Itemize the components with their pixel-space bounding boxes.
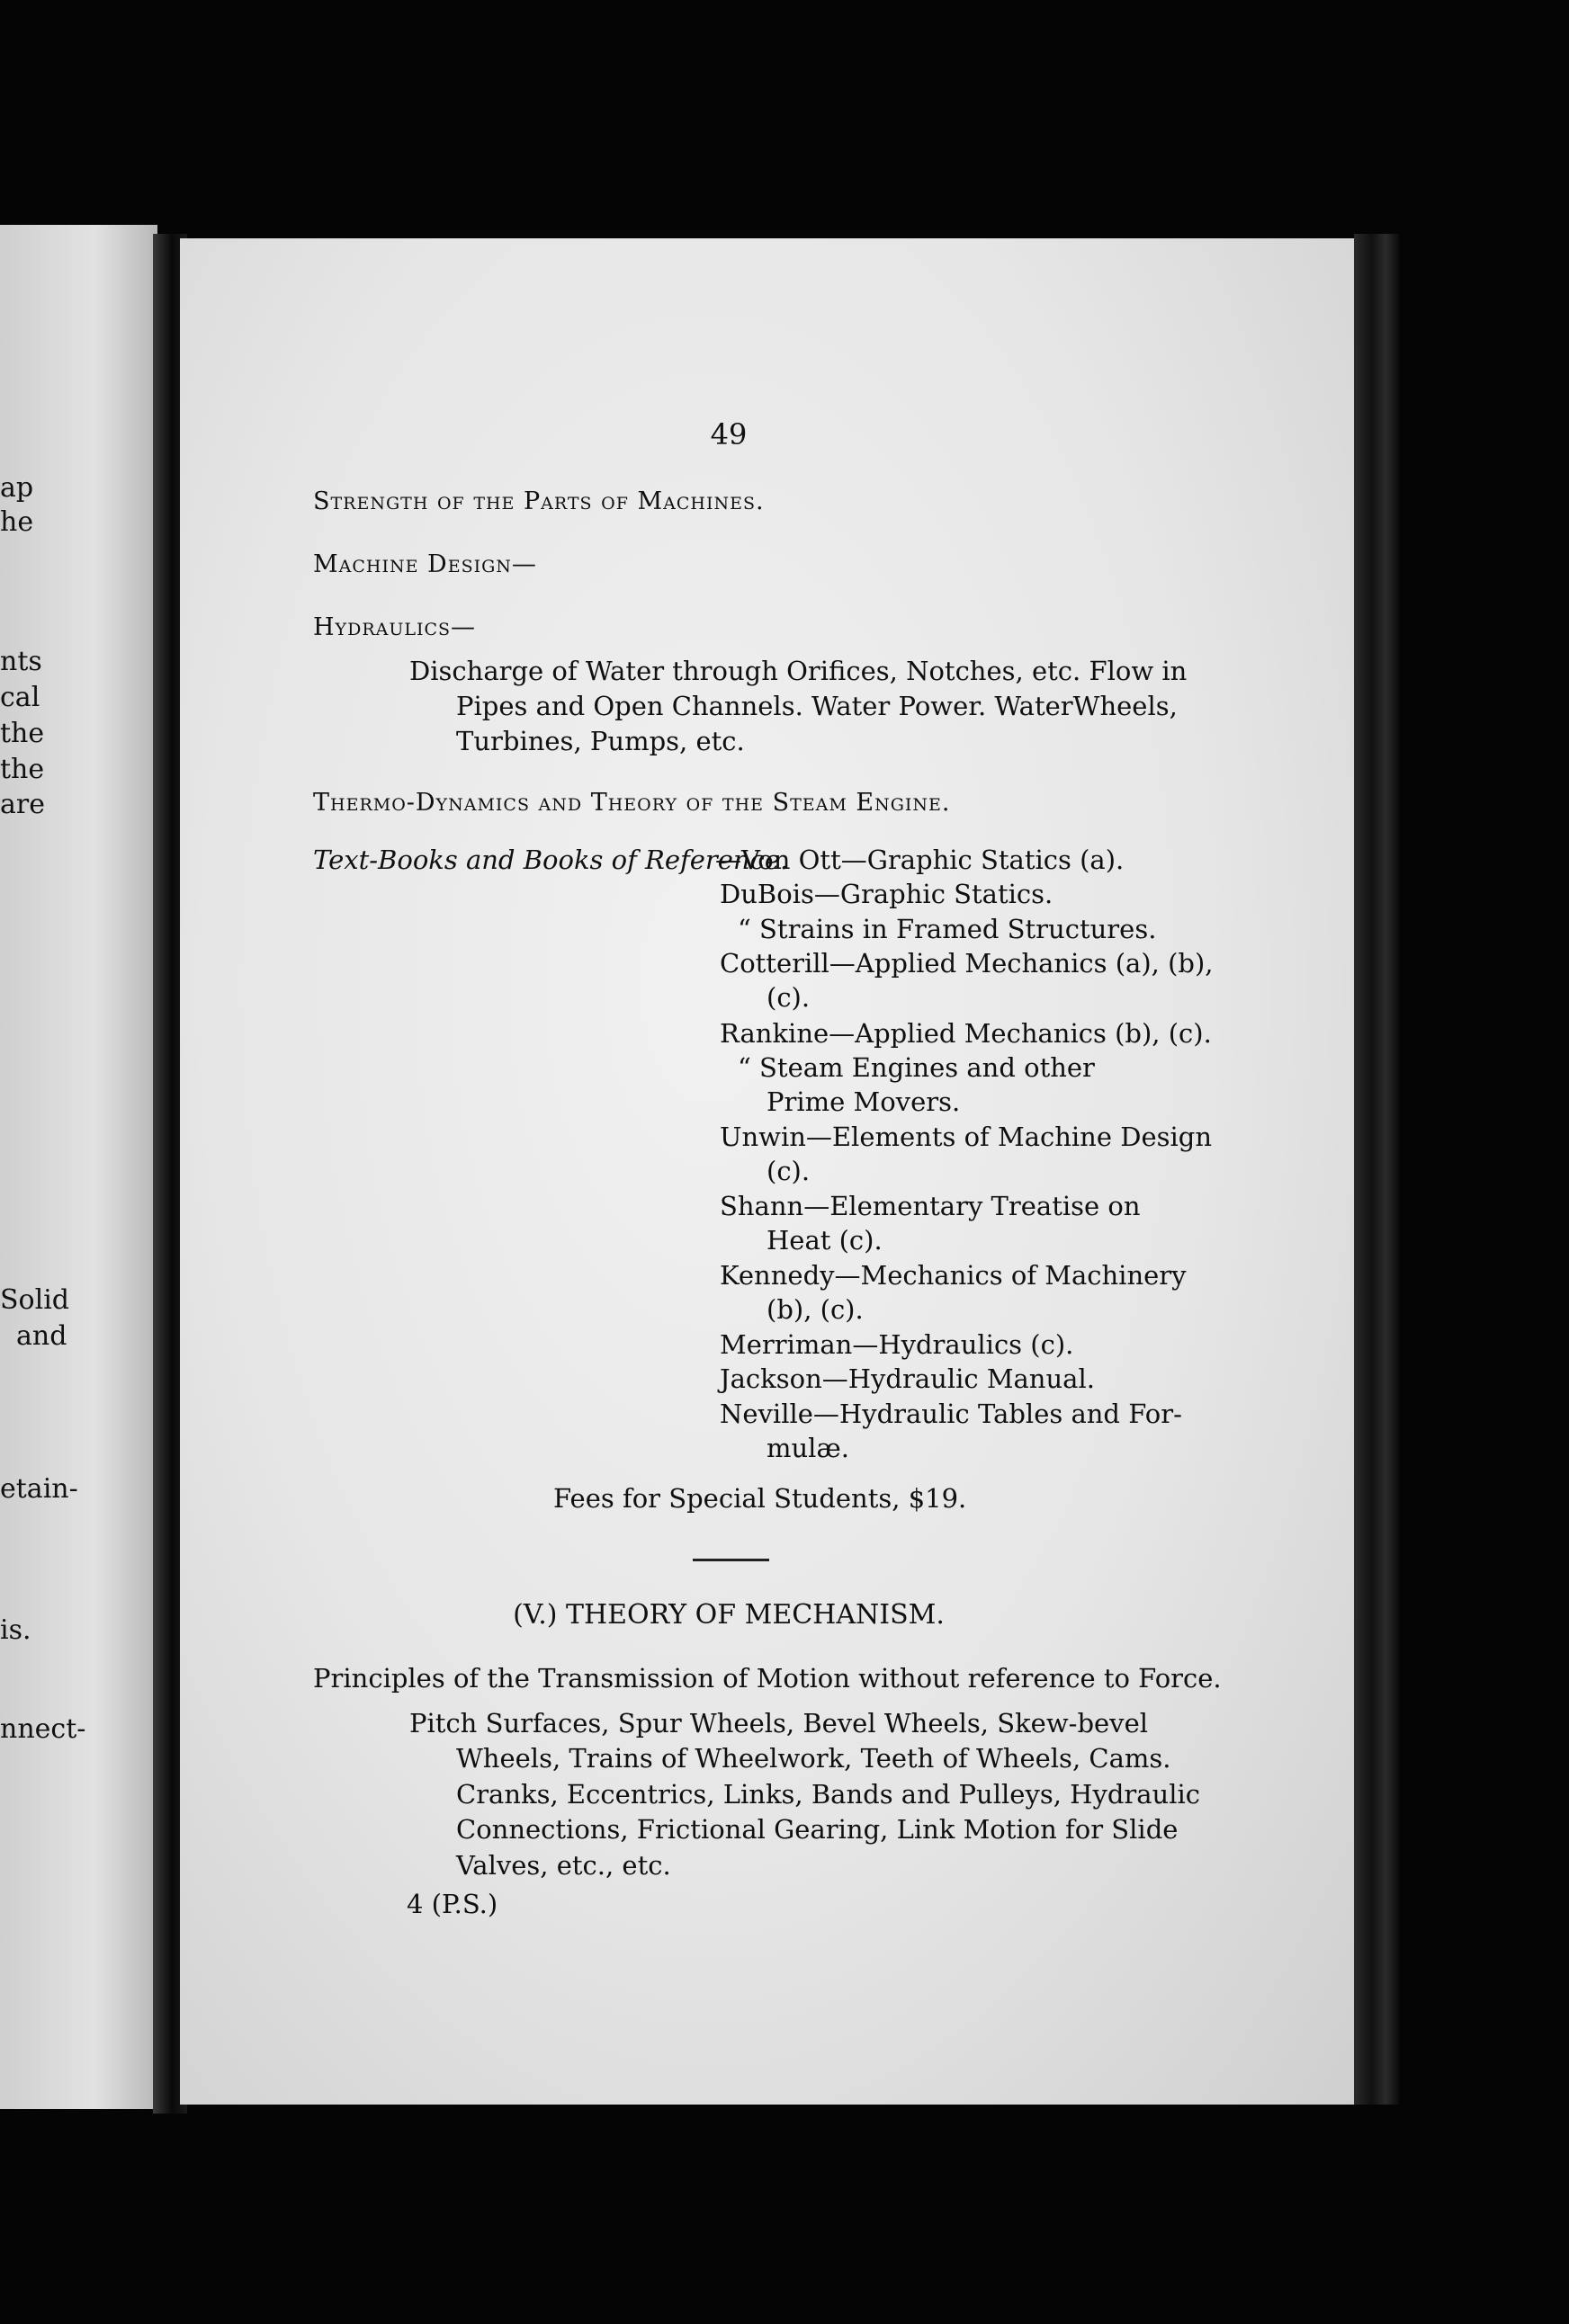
reference-line: Kennedy—Mechanics of Machinery [720, 1260, 1187, 1291]
prev-page-fragment: and [16, 1320, 67, 1352]
reference-line: Neville—Hydraulic Tables and For- [720, 1399, 1182, 1429]
reference-line: mulæ. [767, 1433, 849, 1463]
prev-page-fragment: is. [0, 1614, 31, 1646]
reference-line: —Von Ott—Graphic Statics (a). [715, 845, 1125, 875]
page-49 [180, 238, 1354, 2105]
reference-line: (c). [767, 982, 811, 1013]
page-number: 49 [710, 417, 748, 451]
prev-page-fragment: he [0, 506, 34, 538]
principles-line: Principles of the Transmission of Motion without reference to Force. [313, 1663, 1222, 1694]
prev-page-fragment: Solid [0, 1284, 70, 1316]
reference-line: Heat (c). [767, 1225, 883, 1256]
reference-line: Unwin—Elements of Machine Design [720, 1122, 1213, 1152]
reference-line: “ Steam Engines and other [738, 1052, 1095, 1083]
mechanism-text-line: Cranks, Eccentrics, Links, Bands and Pulleys, Hydraulic [456, 1779, 1201, 1810]
reference-line: DuBois—Graphic Statics. [720, 879, 1053, 909]
heading-thermo-dynamics: Thermo-Dynamics and Theory of the Steam Engine. [313, 789, 951, 817]
reference-line: Shann—Elementary Treatise on [720, 1191, 1141, 1221]
heading-hydraulics: Hydraulics— [313, 613, 477, 641]
reference-line: “ Strains in Framed Structures. [738, 914, 1157, 944]
reference-line: (b), (c). [767, 1294, 864, 1325]
heading-machine-design: Machine Design— [313, 550, 537, 578]
reference-line: Rankine—Applied Mechanics (b), (c). [720, 1018, 1212, 1049]
mechanism-text-line: Valves, etc., etc. [456, 1850, 671, 1881]
prev-page-fragment: are [0, 789, 45, 820]
mechanism-text-line: Connections, Frictional Gearing, Link Motion for Slide [456, 1814, 1179, 1845]
prev-page-fragment: cal [0, 682, 40, 713]
prev-page-fragment: nnect- [0, 1713, 86, 1745]
hydraulics-text-line: Turbines, Pumps, etc. [456, 726, 745, 756]
reference-line: Merriman—Hydraulics (c). [720, 1329, 1074, 1360]
section-title: (V.) THEORY OF MECHANISM. [513, 1599, 945, 1631]
prev-page-fragment: the [0, 754, 45, 785]
textbooks-label: Text-Books and Books of Reference. [313, 845, 789, 875]
reference-line: (c). [767, 1156, 811, 1186]
prev-page-fragment: etain- [0, 1473, 78, 1505]
reference-line: Jackson—Hydraulic Manual. [720, 1363, 1095, 1394]
book-right-edge [1354, 234, 1399, 2105]
hydraulics-text-line: Pipes and Open Channels. Water Power. WaterWheels, [456, 691, 1178, 721]
reference-line: Cotterill—Applied Mechanics (a), (b), [720, 948, 1214, 979]
mechanism-text-line: Pitch Surfaces, Spur Wheels, Bevel Wheels, Skew-bevel [409, 1708, 1149, 1739]
signature-mark: 4 (P.S.) [407, 1889, 498, 1919]
special-students-fees: Fees for Special Students, $19. [553, 1483, 967, 1514]
previous-page-edge [0, 225, 157, 2109]
reference-line: Prime Movers. [767, 1086, 961, 1117]
section-divider-rule [693, 1559, 769, 1561]
hydraulics-text-line: Discharge of Water through Orifices, Notches, etc. Flow in [409, 656, 1188, 686]
heading-strength-of-parts: Strength of the Parts of Machines. [313, 487, 765, 515]
prev-page-fragment: nts [0, 646, 42, 677]
prev-page-fragment: the [0, 718, 45, 749]
mechanism-text-line: Wheels, Trains of Wheelwork, Teeth of Wheels, Cams. [456, 1743, 1171, 1774]
prev-page-fragment: ap [0, 472, 34, 504]
